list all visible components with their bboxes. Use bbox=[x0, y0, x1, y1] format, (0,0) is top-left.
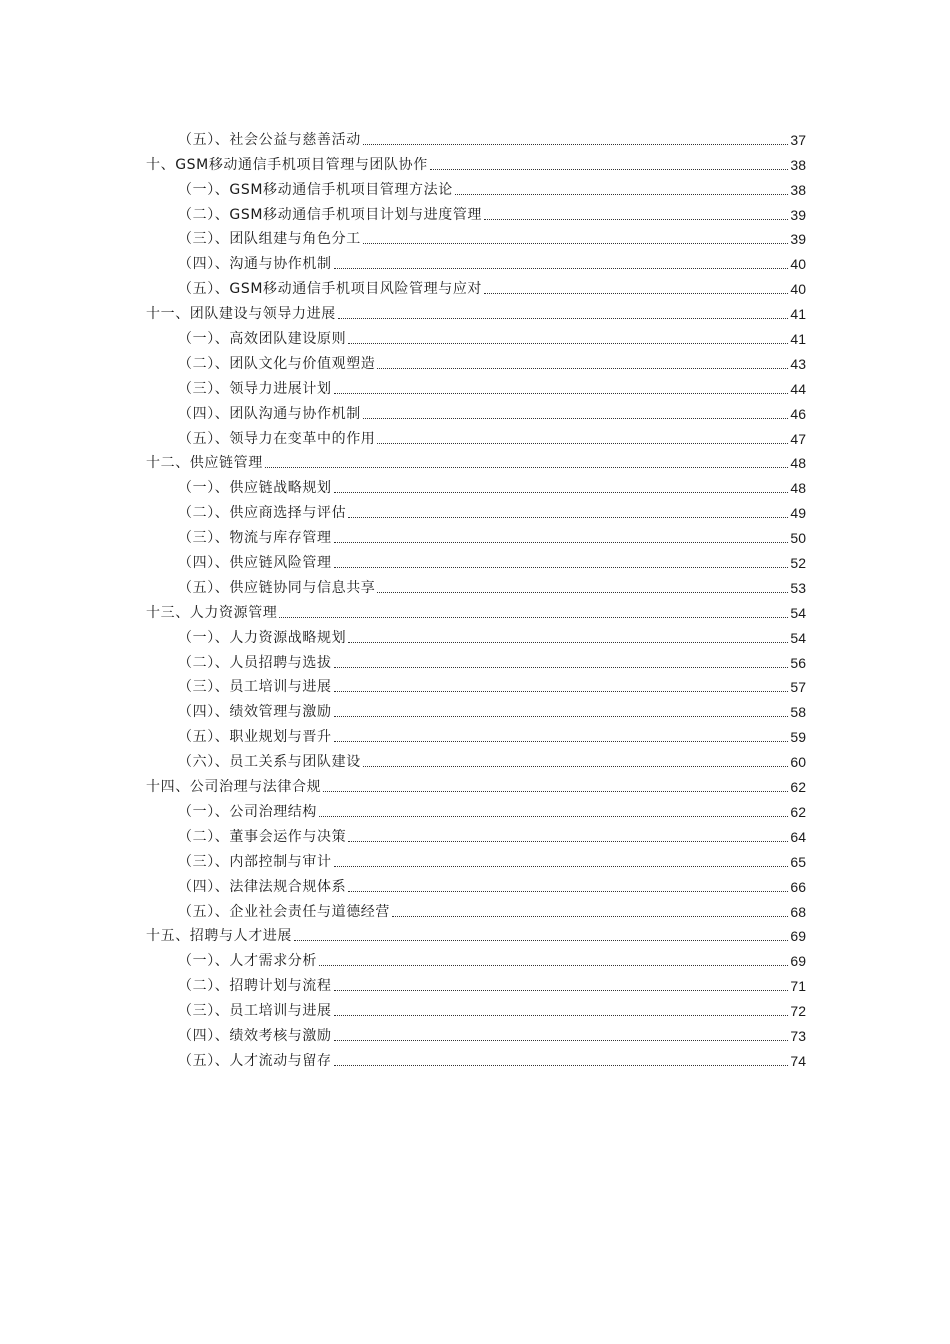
toc-section-entry[interactable] bbox=[146, 796, 806, 821]
toc-page-number: 62 bbox=[790, 779, 806, 796]
toc-dot-leader bbox=[334, 542, 789, 543]
toc-page-number: 38 bbox=[790, 156, 806, 173]
toc-page-number: 46 bbox=[790, 405, 806, 422]
toc-section-entry[interactable] bbox=[146, 821, 806, 846]
toc-section-entry[interactable] bbox=[146, 896, 806, 921]
toc-section-entry[interactable] bbox=[146, 124, 806, 149]
toc-page-number: 54 bbox=[790, 604, 806, 621]
toc-dot-leader bbox=[377, 443, 788, 444]
toc-section-entry[interactable] bbox=[146, 945, 806, 970]
toc-section-entry[interactable] bbox=[146, 174, 806, 199]
toc-entry-title: （二）、GSM移动通信手机项目计划与进度管理 bbox=[178, 206, 483, 223]
toc-section-entry[interactable] bbox=[146, 373, 806, 398]
toc-page-number: 71 bbox=[790, 978, 806, 995]
toc-dot-leader bbox=[348, 891, 788, 892]
toc-page-number: 49 bbox=[790, 505, 806, 522]
toc-entry-title: （四）、沟通与协作机制 bbox=[178, 256, 332, 273]
toc-section-entry[interactable] bbox=[146, 970, 806, 995]
toc-page-number: 37 bbox=[790, 131, 806, 148]
toc-entry-title: （四）、绩效考核与激励 bbox=[178, 1027, 332, 1044]
toc-page-number: 48 bbox=[790, 455, 806, 472]
toc-section-entry[interactable] bbox=[146, 522, 806, 547]
toc-section-entry[interactable] bbox=[146, 846, 806, 871]
toc-section-entry[interactable] bbox=[146, 647, 806, 672]
toc-section-entry[interactable] bbox=[146, 423, 806, 448]
toc-entry-title: （二）、董事会运作与决策 bbox=[178, 828, 347, 845]
toc-section-entry[interactable] bbox=[146, 1045, 806, 1070]
toc-dot-leader bbox=[334, 716, 789, 717]
toc-section-entry[interactable] bbox=[146, 348, 806, 373]
toc-page-number: 68 bbox=[790, 903, 806, 920]
toc-chapter-entry[interactable] bbox=[146, 298, 806, 323]
toc-dot-leader bbox=[484, 219, 788, 220]
toc-entry-title: （五）、供应链协同与信息共享 bbox=[178, 579, 376, 596]
toc-section-entry[interactable] bbox=[146, 273, 806, 298]
toc-page-number: 47 bbox=[790, 430, 806, 447]
toc-chapter-entry[interactable] bbox=[146, 921, 806, 946]
toc-page-number: 41 bbox=[790, 331, 806, 348]
toc-section-entry[interactable] bbox=[146, 721, 806, 746]
toc-section-entry[interactable] bbox=[146, 497, 806, 522]
toc-section-entry[interactable] bbox=[146, 547, 806, 572]
toc-entry-title: （三）、物流与库存管理 bbox=[178, 530, 332, 547]
toc-page-number: 40 bbox=[790, 256, 806, 273]
toc-entry-title: （一）、高效团队建设原则 bbox=[178, 331, 347, 348]
toc-chapter-entry[interactable] bbox=[146, 448, 806, 473]
toc-entry-title: （二）、团队文化与价值观塑造 bbox=[178, 355, 376, 372]
toc-chapter-entry[interactable] bbox=[146, 771, 806, 796]
toc-dot-leader bbox=[363, 144, 789, 145]
toc-section-entry[interactable] bbox=[146, 1020, 806, 1045]
toc-dot-leader bbox=[334, 393, 789, 394]
toc-page-number: 50 bbox=[790, 530, 806, 547]
toc-entry-title: （一）、供应链战略规划 bbox=[178, 480, 332, 497]
toc-dot-leader bbox=[338, 318, 789, 319]
toc-entry-title: （一）、GSM移动通信手机项目管理方法论 bbox=[178, 181, 453, 198]
toc-page-number: 72 bbox=[790, 1003, 806, 1020]
toc-entry-title: （二）、供应商选择与评估 bbox=[178, 505, 347, 522]
toc-page-number: 58 bbox=[790, 704, 806, 721]
toc-page-number: 73 bbox=[790, 1027, 806, 1044]
toc-dot-leader bbox=[348, 343, 788, 344]
toc-dot-leader bbox=[334, 866, 789, 867]
toc-section-entry[interactable] bbox=[146, 622, 806, 647]
toc-dot-leader bbox=[265, 467, 789, 468]
toc-entry-title: 十一、团队建设与领导力进展 bbox=[146, 306, 336, 323]
toc-entry-title: （四）、团队沟通与协作机制 bbox=[178, 405, 361, 422]
toc-dot-leader bbox=[430, 169, 789, 170]
toc-entry-title: （一）、公司治理结构 bbox=[178, 803, 317, 820]
toc-section-entry[interactable] bbox=[146, 746, 806, 771]
toc-dot-leader bbox=[392, 916, 788, 917]
toc-dot-leader bbox=[377, 592, 788, 593]
toc-page-number: 48 bbox=[790, 480, 806, 497]
toc-entry-title: （三）、员工培训与进展 bbox=[178, 679, 332, 696]
toc-dot-leader bbox=[377, 368, 788, 369]
toc-chapter-entry[interactable] bbox=[146, 149, 806, 174]
toc-dot-leader bbox=[334, 492, 789, 493]
toc-page-number: 56 bbox=[790, 654, 806, 671]
toc-section-entry[interactable] bbox=[146, 199, 806, 224]
toc-entry-title: （五）、领导力在变革中的作用 bbox=[178, 430, 376, 447]
toc-section-entry[interactable] bbox=[146, 871, 806, 896]
toc-dot-leader bbox=[319, 816, 788, 817]
toc-page-number: 52 bbox=[790, 555, 806, 572]
toc-entry-title: （二）、人员招聘与选拔 bbox=[178, 654, 332, 671]
toc-dot-leader bbox=[484, 293, 788, 294]
toc-page-number: 69 bbox=[790, 953, 806, 970]
toc-section-entry[interactable] bbox=[146, 696, 806, 721]
toc-page-number: 66 bbox=[790, 878, 806, 895]
toc-section-entry[interactable] bbox=[146, 398, 806, 423]
toc-dot-leader bbox=[334, 567, 789, 568]
toc-chapter-entry[interactable] bbox=[146, 597, 806, 622]
toc-page-number: 65 bbox=[790, 853, 806, 870]
toc-dot-leader bbox=[348, 517, 788, 518]
toc-dot-leader bbox=[334, 691, 789, 692]
toc-dot-leader bbox=[455, 194, 789, 195]
toc-page-number: 60 bbox=[790, 754, 806, 771]
toc-entry-title: （六）、员工关系与团队建设 bbox=[178, 754, 361, 771]
toc-page-number: 57 bbox=[790, 679, 806, 696]
toc-dot-leader bbox=[334, 1015, 789, 1016]
toc-page-number: 39 bbox=[790, 231, 806, 248]
toc-entry-title: 十三、人力资源管理 bbox=[146, 604, 278, 621]
toc-section-entry[interactable] bbox=[146, 572, 806, 597]
toc-page-number: 62 bbox=[790, 803, 806, 820]
toc-dot-leader bbox=[363, 766, 789, 767]
toc-entry-title: （三）、内部控制与审计 bbox=[178, 853, 332, 870]
toc-entry-title: （三）、员工培训与进展 bbox=[178, 1003, 332, 1020]
toc-section-entry[interactable] bbox=[146, 224, 806, 249]
toc-entry-title: （五）、社会公益与慈善活动 bbox=[178, 131, 361, 148]
toc-page-number: 38 bbox=[790, 181, 806, 198]
toc-entry-title: （五）、职业规划与晋升 bbox=[178, 729, 332, 746]
toc-entry-title: （四）、绩效管理与激励 bbox=[178, 704, 332, 721]
toc-dot-leader bbox=[323, 791, 788, 792]
toc-page-number: 53 bbox=[790, 579, 806, 596]
toc-page-number: 59 bbox=[790, 729, 806, 746]
toc-dot-leader bbox=[348, 642, 788, 643]
toc-dot-leader bbox=[348, 841, 788, 842]
toc-page-number: 41 bbox=[790, 306, 806, 323]
toc-entry-title: 十五、招聘与人才进展 bbox=[146, 928, 292, 945]
toc-dot-leader bbox=[334, 1065, 789, 1066]
toc-section-entry[interactable] bbox=[146, 248, 806, 273]
toc-dot-leader bbox=[319, 965, 788, 966]
toc-entry-title: 十四、公司治理与法律合规 bbox=[146, 779, 322, 796]
toc-dot-leader bbox=[279, 617, 788, 618]
toc-page-number: 43 bbox=[790, 355, 806, 372]
toc-page-number: 39 bbox=[790, 206, 806, 223]
toc-page-number: 54 bbox=[790, 629, 806, 646]
toc-dot-leader bbox=[363, 243, 789, 244]
toc-page-number: 40 bbox=[790, 281, 806, 298]
toc-page-number: 44 bbox=[790, 380, 806, 397]
toc-entry-title: （三）、领导力进展计划 bbox=[178, 380, 332, 397]
toc-section-entry[interactable] bbox=[146, 995, 806, 1020]
table-of-contents bbox=[146, 124, 806, 1070]
toc-entry-title: （五）、企业社会责任与道德经营 bbox=[178, 903, 390, 920]
toc-entry-title: （三）、团队组建与角色分工 bbox=[178, 231, 361, 248]
toc-page-number: 69 bbox=[790, 928, 806, 945]
toc-section-entry[interactable] bbox=[146, 472, 806, 497]
toc-entry-title: （五）、GSM移动通信手机项目风险管理与应对 bbox=[178, 281, 483, 298]
toc-dot-leader bbox=[334, 268, 789, 269]
toc-entry-title: （二）、招聘计划与流程 bbox=[178, 978, 332, 995]
toc-dot-leader bbox=[334, 1040, 789, 1041]
toc-page-number: 64 bbox=[790, 828, 806, 845]
toc-dot-leader bbox=[334, 990, 789, 991]
toc-entry-title: （四）、供应链风险管理 bbox=[178, 555, 332, 572]
toc-dot-leader bbox=[363, 418, 789, 419]
toc-page-number: 74 bbox=[790, 1052, 806, 1069]
toc-section-entry[interactable] bbox=[146, 323, 806, 348]
toc-section-entry[interactable] bbox=[146, 672, 806, 697]
toc-dot-leader bbox=[294, 940, 788, 941]
toc-dot-leader bbox=[334, 667, 789, 668]
toc-dot-leader bbox=[334, 741, 789, 742]
toc-entry-title: （四）、法律法规合规体系 bbox=[178, 878, 347, 895]
toc-entry-title: 十二、供应链管理 bbox=[146, 455, 263, 472]
toc-entry-title: 十、GSM移动通信手机项目管理与团队协作 bbox=[146, 156, 428, 173]
toc-entry-title: （五）、人才流动与留存 bbox=[178, 1052, 332, 1069]
toc-entry-title: （一）、人力资源战略规划 bbox=[178, 629, 347, 646]
toc-entry-title: （一）、人才需求分析 bbox=[178, 953, 317, 970]
